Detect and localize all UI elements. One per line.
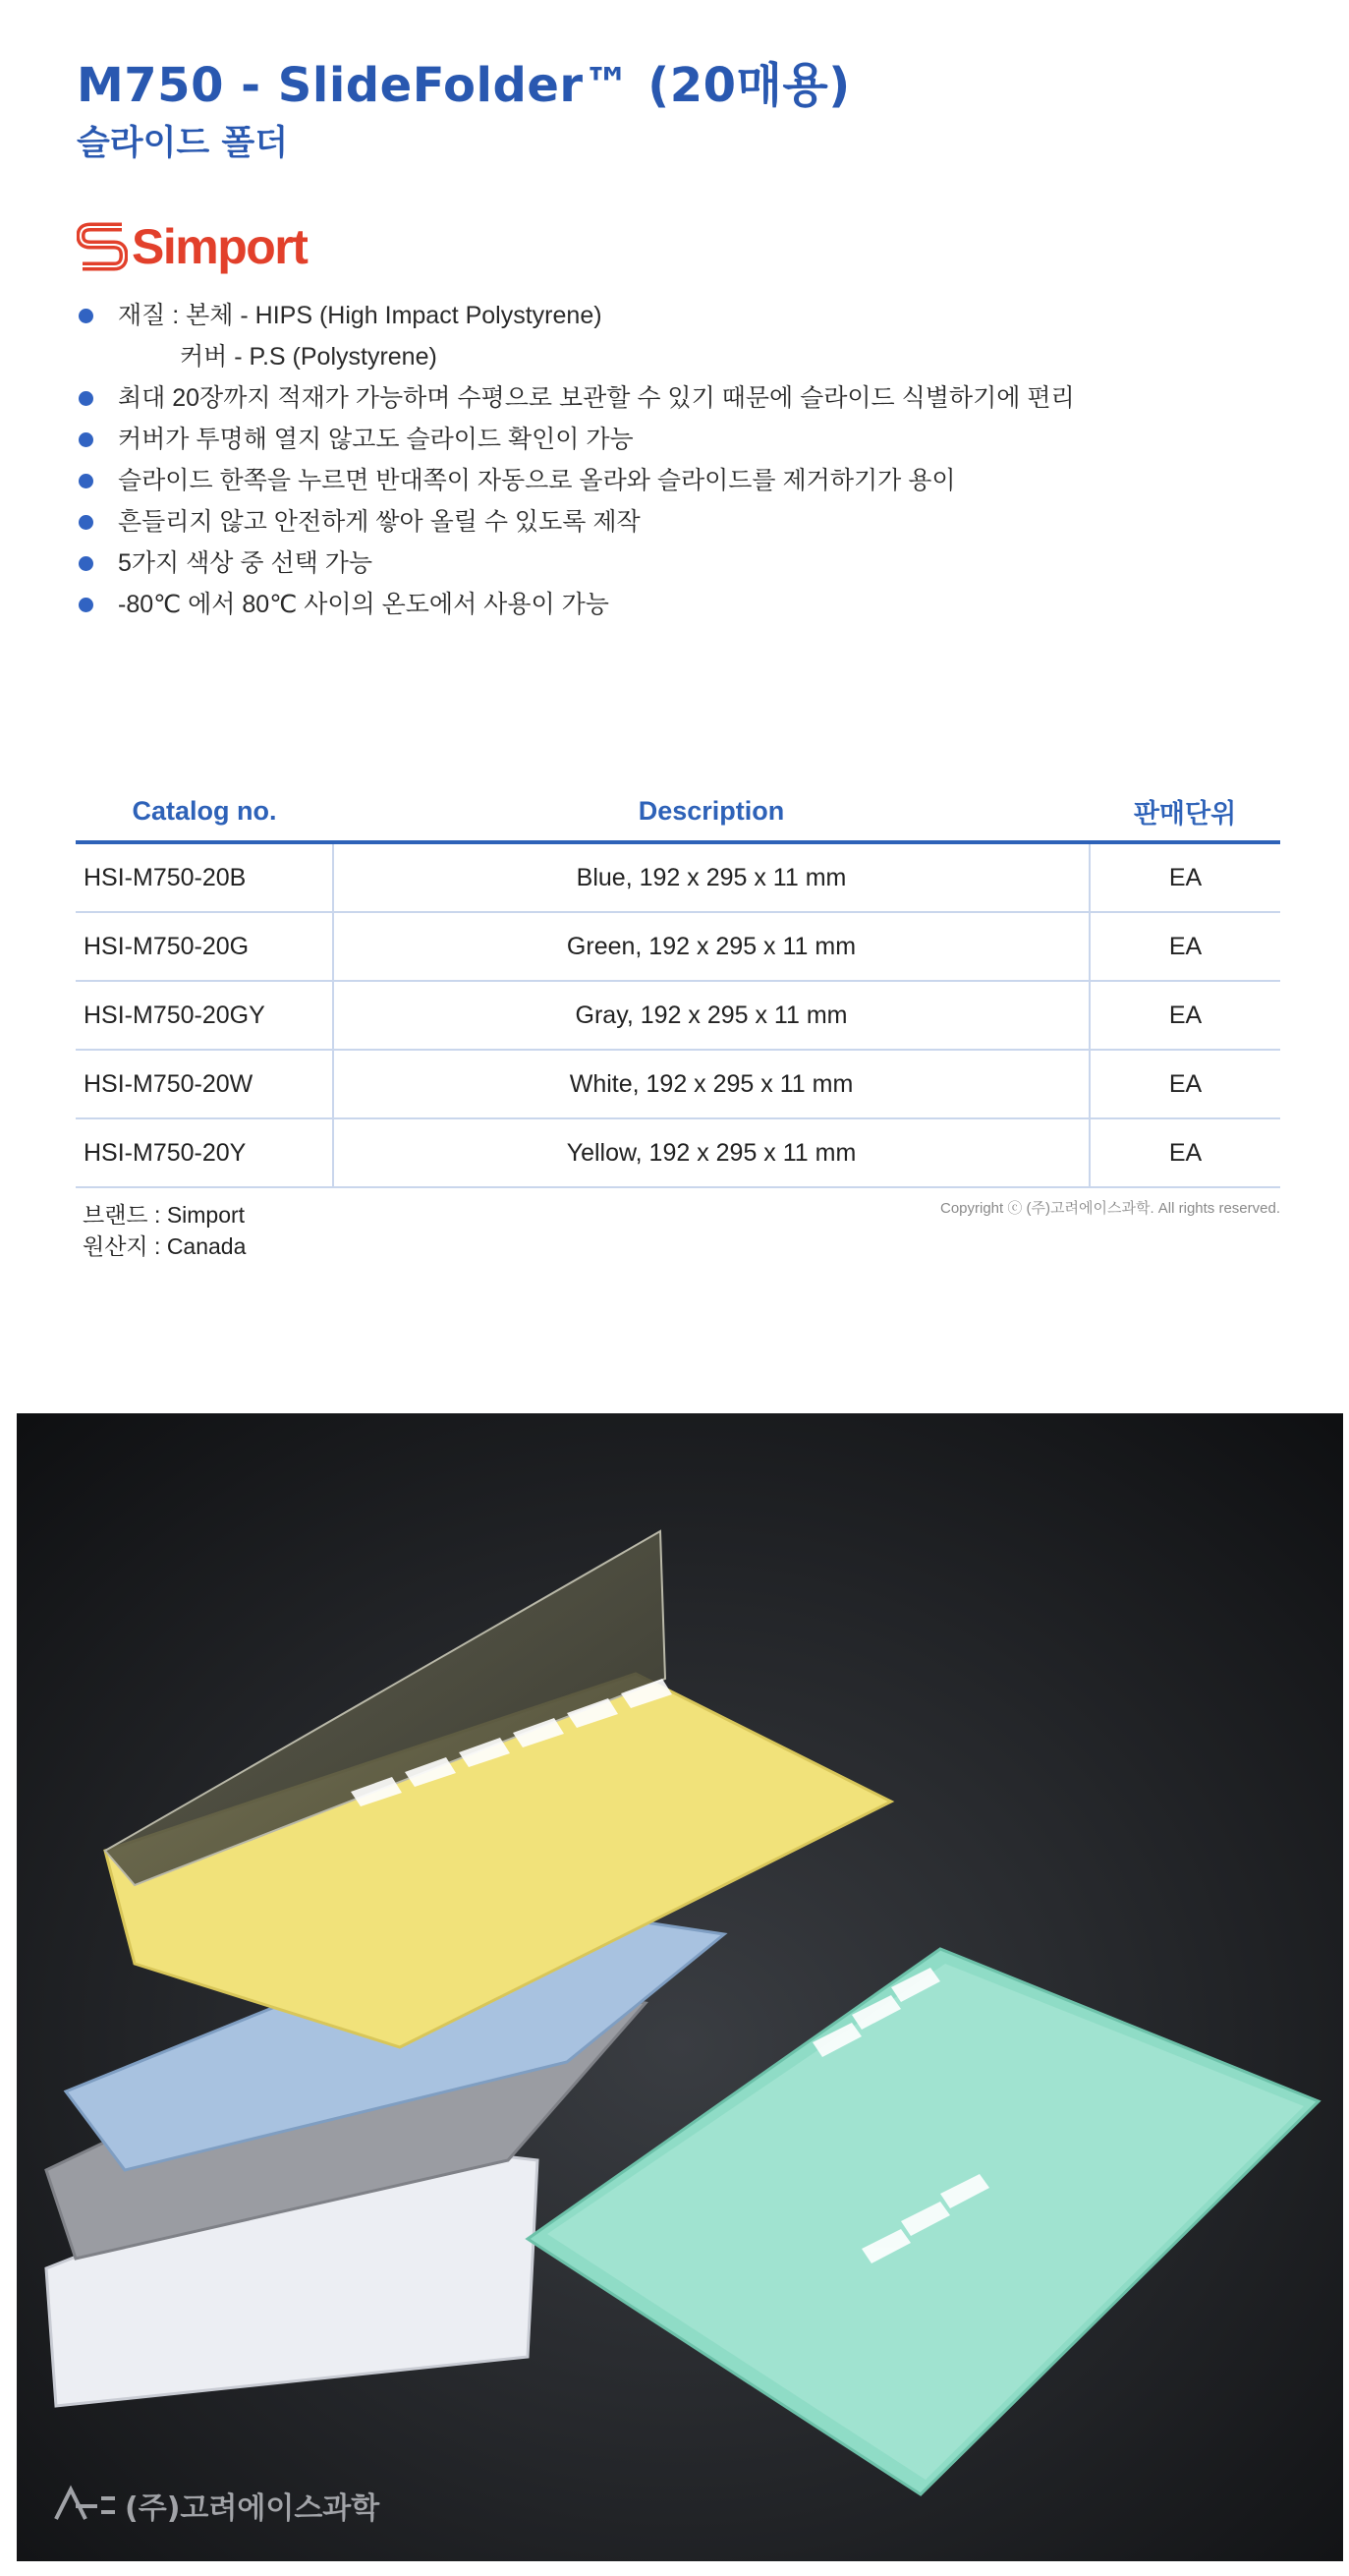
product-meta [83,1199,246,1262]
origin-label: 원산지 : Canada [83,1233,247,1259]
catalog-cell: HSI-M750-20Y [76,1118,333,1187]
feature-text: -80℃ 에서 80℃ 사이의 온도에서 사용이 가능 [118,591,609,618]
column-header-description: Description [333,781,1090,842]
table-row [76,981,1280,1050]
unit-cell: EA [1090,1118,1280,1187]
simport-logo-text: Simport [132,219,308,274]
description-cell: Green, 192 x 295 x 11 mm [333,912,1090,981]
page-subtitle: 슬라이드 폴더 [77,124,289,163]
feature-text: 최대 20장까지 적재가 가능하며 수평으로 보관할 수 있기 때문에 슬라이드 식별하기에 편리 [118,384,1075,412]
feature-text: 슬라이드 한쪽을 누르면 반대쪽이 자동으로 올라와 슬라이드를 제거하기가 용이 [118,467,956,494]
table-row [76,912,1280,981]
table-header-row [76,781,1280,842]
bullet-icon [79,598,93,612]
feature-item [77,377,1256,419]
unit-cell: EA [1090,981,1280,1050]
feature-item [77,543,1256,584]
unit-cell: EA [1090,842,1280,912]
simport-logo [77,216,307,277]
bullet-icon [79,432,93,447]
feature-item [77,419,1256,460]
bullet-icon [79,556,93,571]
page-title: M750 - SlideFolder™ (20매용) [77,58,851,113]
feature-text: 커버가 투명해 열지 않고도 슬라이드 확인이 가능 [118,426,634,453]
table-row [76,1050,1280,1118]
bullet-icon [79,474,93,488]
feature-item [77,336,1256,377]
description-cell: Yellow, 192 x 295 x 11 mm [333,1118,1090,1187]
bullet-icon [79,515,93,530]
feature-item [77,584,1256,625]
feature-text: 재질 : 본체 - HIPS (High Impact Polystyrene) [118,302,602,329]
watermark-text: (주)고려에이스과학 [125,2491,380,2526]
feature-item [77,295,1256,336]
bullet-icon [79,309,93,323]
description-cell: White, 192 x 295 x 11 mm [333,1050,1090,1118]
catalog-cell: HSI-M750-20G [76,912,333,981]
catalog-cell: HSI-M750-20B [76,842,333,912]
description-cell: Blue, 192 x 295 x 11 mm [333,842,1090,912]
unit-cell: EA [1090,1050,1280,1118]
brand-label: 브랜드 : Simport [83,1202,246,1228]
table-row [76,1118,1280,1187]
feature-text: 흔들리지 않고 안전하게 쌓아 올릴 수 있도록 제작 [118,508,641,536]
feature-text: 커버 - P.S (Polystyrene) [180,343,437,371]
feature-item [77,501,1256,543]
catalog-cell: HSI-M750-20GY [76,981,333,1050]
unit-cell: EA [1090,912,1280,981]
description-cell: Gray, 192 x 295 x 11 mm [333,981,1090,1050]
column-header-catalog: Catalog no. [76,781,333,842]
simport-logo-mark-icon [77,221,128,272]
feature-item [77,460,1256,501]
catalog-cell: HSI-M750-20W [76,1050,333,1118]
feature-list [77,295,1256,625]
copyright-notice: Copyright ⓒ (주)고려에이스과학. All rights reserved. [940,1200,1280,1217]
bullet-icon [79,391,93,406]
product-photo [17,1413,1343,2561]
feature-text: 5가지 색상 중 선택 가능 [118,549,373,577]
table-row [76,842,1280,912]
column-header-unit: 판매단위 [1090,781,1280,842]
catalog-table [76,781,1280,1188]
